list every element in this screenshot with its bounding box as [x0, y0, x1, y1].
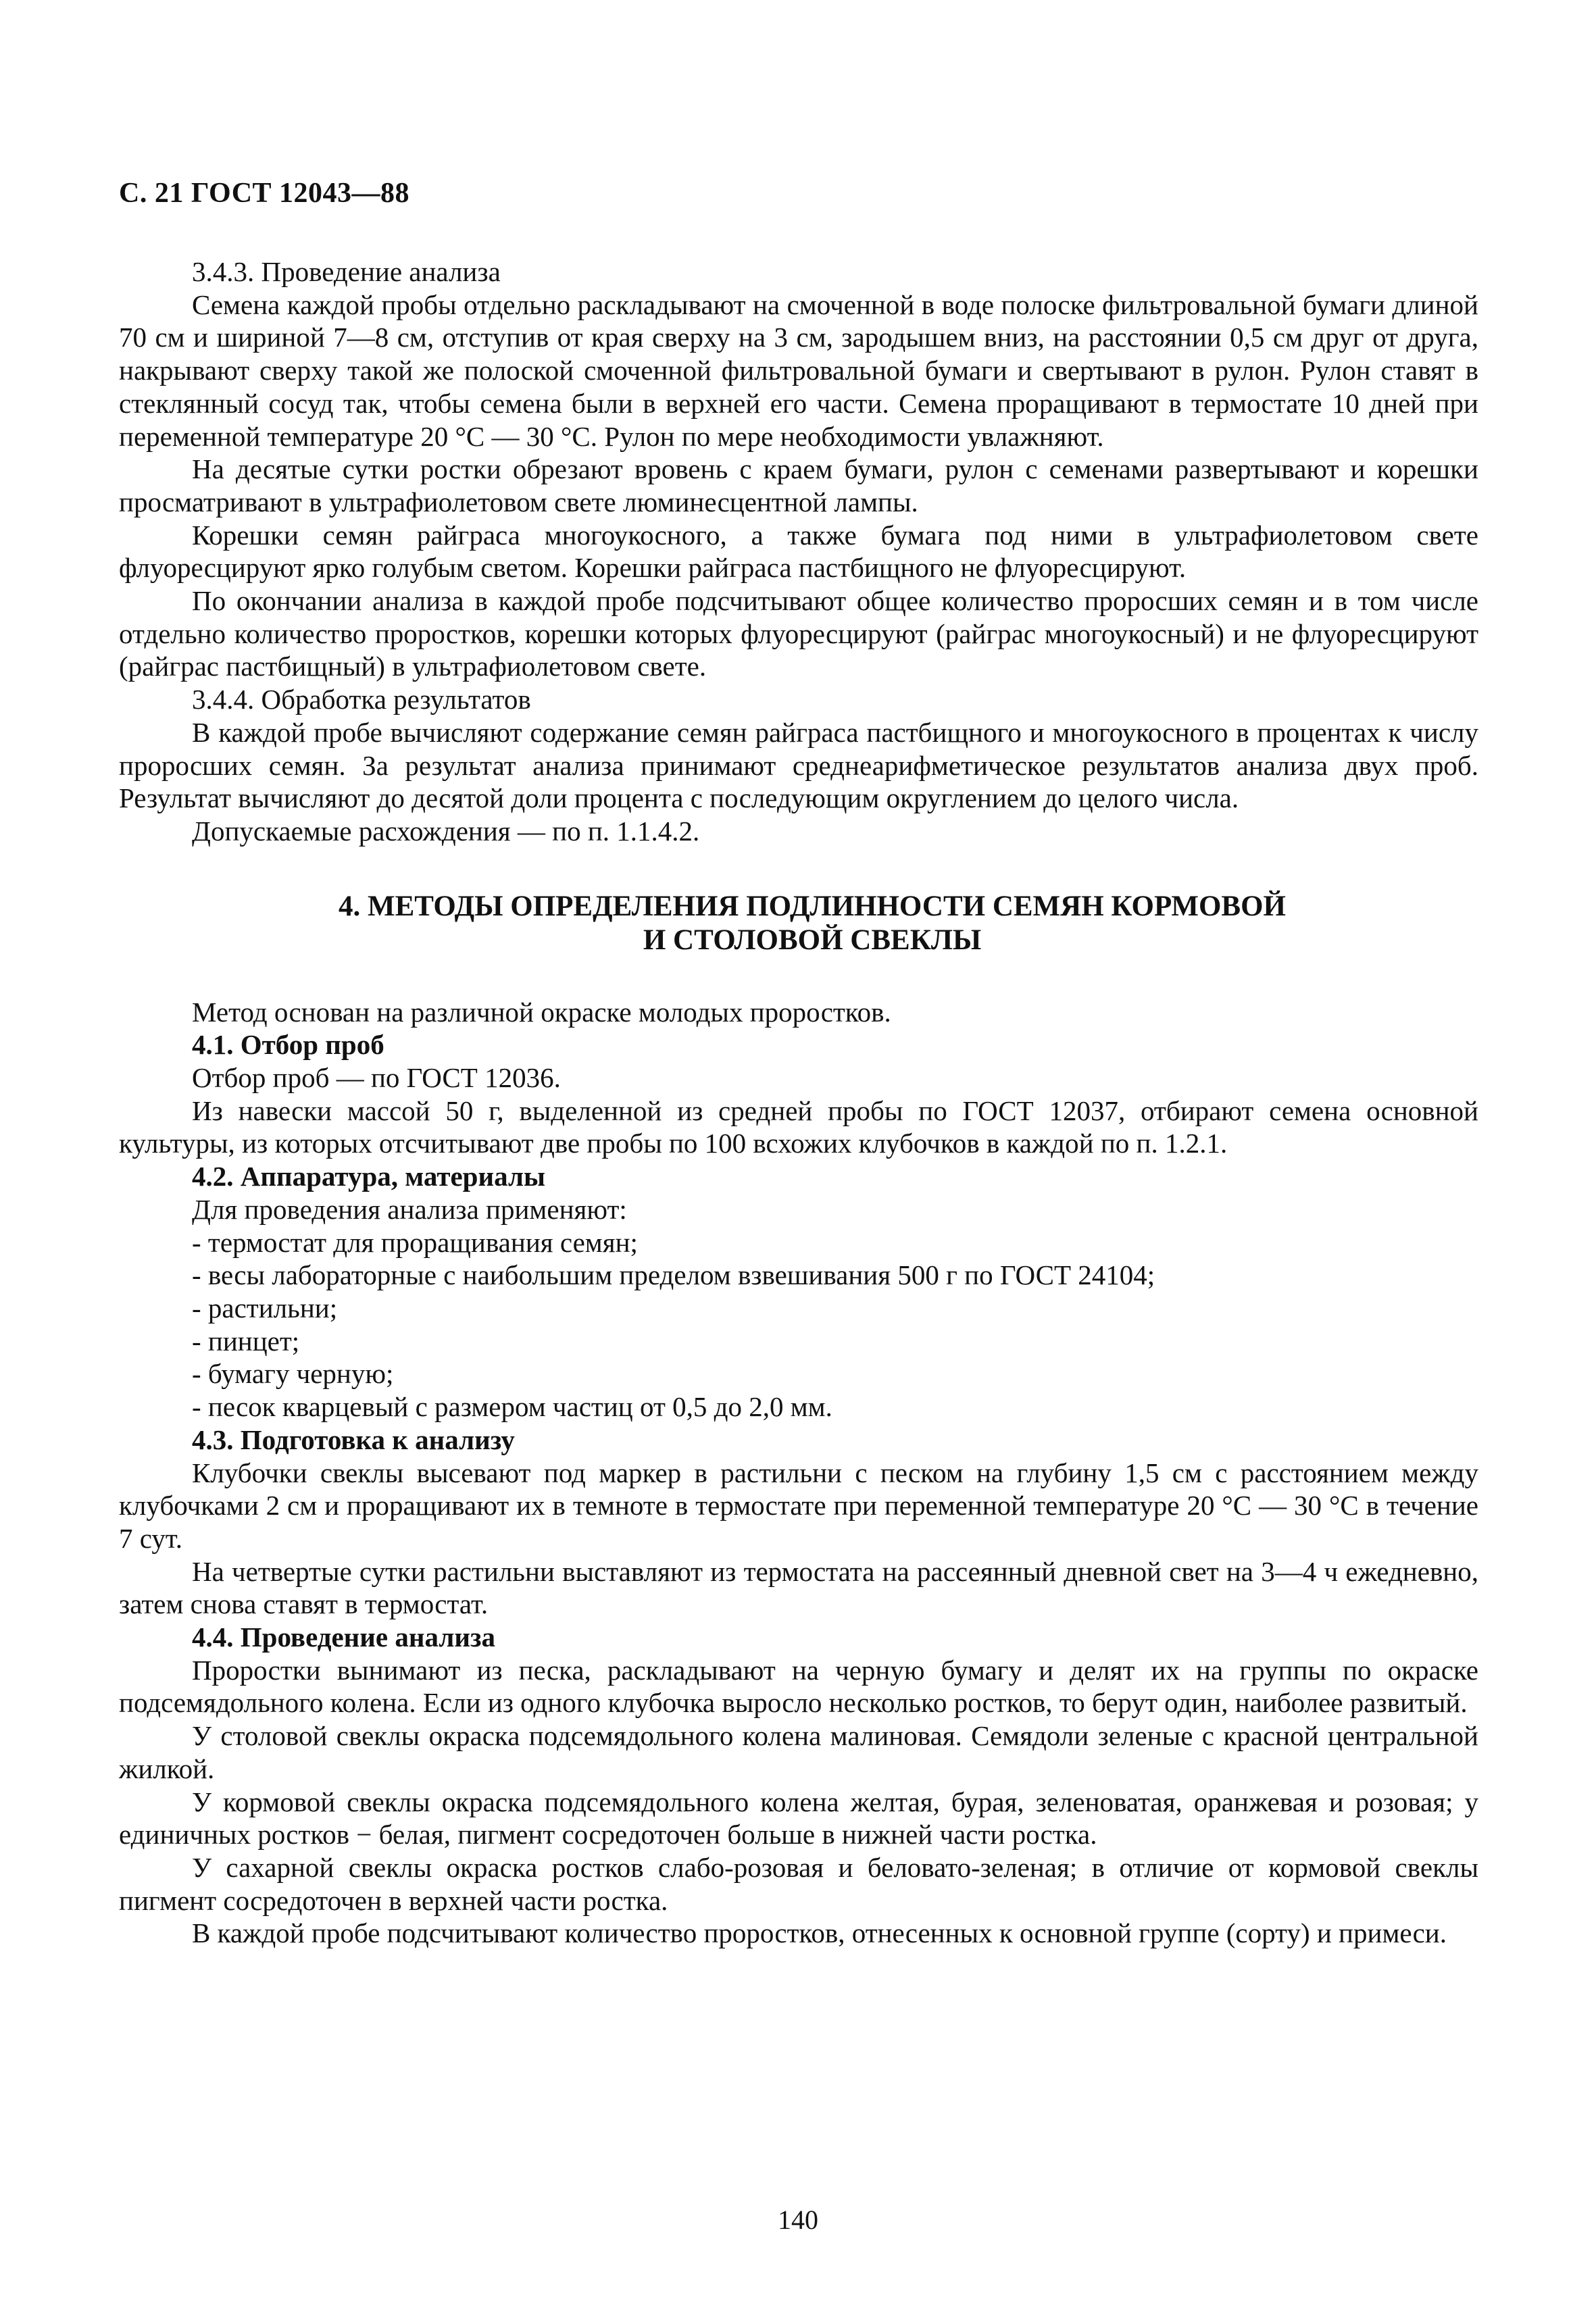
- list-item: - бумагу черную;: [192, 1358, 394, 1390]
- paragraph: У столовой свеклы окраска подсемядольного колена малиновая. Семядоли зеленые с красной центральной жилкой.: [119, 1720, 1478, 1784]
- bold-heading: 4.2. Аппаратура, материалы: [192, 1161, 545, 1192]
- subheading: Отбор проб — по ГОСТ 12036.: [192, 1062, 561, 1094]
- section-4-title-line-1: 4. МЕТОДЫ ОПРЕДЕЛЕНИЯ ПОДЛИННОСТИ СЕМЯН КОРМОВОЙ: [339, 890, 1286, 922]
- subheading: Допускаемые расхождения — по п. 1.1.4.2.: [192, 815, 700, 847]
- paragraph: Клубочки свеклы высевают под маркер в растильни с песком на глубину 1,5 см с расстоянием между клубочками 2 см и проращивают их в темноте в термостате при переменной температуре 20 °С — 30 °С в течение 7 сут.: [119, 1457, 1478, 1554]
- list-item: - пинцет;: [192, 1325, 300, 1357]
- list-item: - песок кварцевый с размером частиц от 0,5 до 2,0 мм.: [192, 1391, 832, 1423]
- subheading: Метод основан на различной окраске молодых проростков.: [192, 996, 891, 1028]
- section-3-4-text: [119, 255, 1478, 848]
- section-4-title: [119, 890, 1478, 957]
- list-item: - термостат для проращивания семян;: [192, 1226, 638, 1258]
- paragraph: Из навески массой 50 г, выделенной из средней пробы по ГОСТ 12037, отбирают семена основной культуры, из которых отсчитывают две пробы по 100 всхожих клубочков в каждой по п. 1.2.1.: [119, 1095, 1478, 1159]
- subheading: 3.4.4. Обработка результатов: [192, 684, 531, 715]
- paragraph: Семена каждой пробы отдельно раскладывают на смоченной в воде полоске фильтровальной бумаги длиной 70 см и шириной 7—8 см, отступив от края сверху на 3 см, зародышем вниз, на расстоянии 0,5 см друг от друга, накрывают сверху такой же полоской смоченной фильтровальной бумаги и свертывают в рулон. Рулон ставят в стеклянный сосуд так, чтобы семена были в верхней его части. Семена проращивают в термостате 10 дней при переменной температуре 20 °С — 30 °С. Рулон по мере необходимости увлажняют.: [119, 288, 1478, 452]
- list-item: - весы лабораторные с наибольшим пределом взвешивания 500 г по ГОСТ 24104;: [192, 1259, 1155, 1291]
- paragraph: На четвертые сутки растильни выставляют из термостата на рассеянный дневной свет на 3—4 ч ежедневно, затем снова ставят в термостат.: [119, 1555, 1478, 1620]
- bold-heading: 4.3. Подготовка к анализу: [192, 1424, 515, 1455]
- paragraph: В каждой пробе подсчитывают количество проростков, отнесенных к основной группе (сорту) и примеси.: [192, 1917, 1447, 1949]
- paragraph: Проростки вынимают из песка, раскладывают на черную бумагу и делят их на группы по окраске подсемядольного колена. Если из одного клубочка выросло несколько ростков, то берут один, наиболее развитый.: [119, 1654, 1478, 1719]
- bold-heading: 4.1. Отбор проб: [192, 1029, 384, 1061]
- bold-heading: 4.4. Проведение анализа: [192, 1621, 495, 1653]
- subheading: Для проведения анализа применяют:: [192, 1193, 627, 1225]
- paragraph: Корешки семян райграса многоукосного, а также бумага под ними в ультрафиолетовом свете флуоресцируют ярко голубым светом. Корешки райграса пастбищного не флуоресцируют.: [119, 519, 1478, 584]
- running-header: С. 21 ГОСТ 12043—88: [119, 178, 410, 209]
- paragraph: По окончании анализа в каждой пробе подсчитывают общее количество проросших семян и в том числе отдельно количество проростков, корешки которых флуоресцируют (райграс многоукосный) и не флуоресцируют (райграс пастбищный) в ультрафиолетовом свете.: [119, 585, 1478, 682]
- page-number: 140: [778, 2205, 818, 2235]
- section-4-title-line-2: И СТОЛОВОЙ СВЕКЛЫ: [643, 924, 982, 956]
- paragraph: На десятые сутки ростки обрезают вровень с краем бумаги, рулон с семенами развертывают и корешки просматривают в ультрафиолетовом свете люминесцентной лампы.: [119, 453, 1478, 518]
- paragraph: У сахарной свеклы окраска ростков слабо-розовая и беловато-зеленая; в отличие от кормовой свеклы пигмент сосредоточен в верхней части ростка.: [119, 1851, 1478, 1916]
- paragraph: В каждой пробе вычисляют содержание семян райграса пастбищного и многоукосного в процентах к числу проросших семян. За результат анализа принимают среднеарифметическое результатов анализа двух проб. Результат вычисляют до десятой доли процента с последующим округлением до целого числа.: [119, 716, 1478, 814]
- list-item: - растильни;: [192, 1292, 338, 1324]
- section-4-text: [119, 996, 1478, 1950]
- subheading: 3.4.3. Проведение анализа: [192, 256, 501, 287]
- document-body: [119, 255, 1478, 1950]
- paragraph: У кормовой свеклы окраска подсемядольного колена желтая, бурая, зеленоватая, оранжевая и розовая; у единичных ростков − белая, пигмент сосредоточен больше в нижней части ростка.: [119, 1786, 1478, 1851]
